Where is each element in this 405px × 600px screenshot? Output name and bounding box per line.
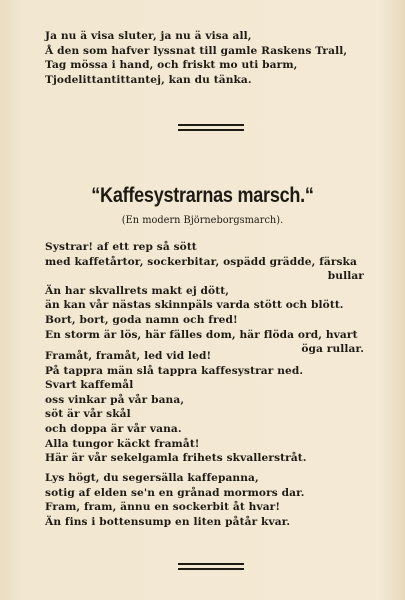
verse-line: En storm är lös, här fälles dom, här flöda ord, hvart [45, 328, 358, 341]
song-subtitle: (En modern Björneborgsmarch). [121, 215, 284, 226]
verse-line: Än fins i bottensump en liten påtår kvar. [45, 515, 291, 528]
verse-line: sotig af elden se'n en grånad mormors dar. [45, 486, 305, 499]
verse-line: Tag mössa i hand, och friskt mo uti barm, [45, 59, 298, 72]
verse-line-continuation: öga rullar. [301, 343, 364, 356]
verse-line: Systrar! af ett rep så sött [45, 241, 197, 253]
verse-line: oss vinkar på vår bana, [45, 393, 185, 406]
stanza-2 [45, 349, 390, 466]
verse-line: Ja nu ä visa sluter, ja nu ä visa all, [45, 30, 252, 42]
verse-line: söt är vår skål [45, 408, 131, 421]
verse-line: Alla tungor käckt framåt! [45, 437, 200, 450]
double-rule-divider [178, 124, 244, 131]
verse-line: med kaffetårtor, sockerbitar, ospädd grädde, färska [45, 255, 357, 268]
verse-line: Å den som hafver lyssnat till gamle Raskens Trall, [45, 44, 348, 57]
verse-line: och doppa är vår vana. [45, 422, 182, 435]
song-title: “Kaffesystrarnas marsch.“ [91, 184, 314, 207]
verse-line-continuation: bullar [327, 270, 364, 283]
stanza-1 [45, 240, 390, 357]
double-rule-divider [178, 563, 244, 570]
top-verse [45, 29, 390, 87]
verse-line: Fram, fram, ännu en sockerbit åt hvar! [45, 501, 281, 514]
verse-line: Bort, bort, goda namn och fred! [45, 313, 238, 326]
verse-line: Än har skvallrets makt ej dött, [45, 284, 229, 297]
verse-line: Tjodelittantittantej, kan du tänka. [45, 73, 252, 86]
verse-line: På tappra män slå tappra kaffesystrar ned. [45, 364, 304, 377]
verse-line: Lys högt, du segersälla kaffepanna, [45, 472, 259, 484]
verse-line: Framåt, framåt, led vid led! [45, 350, 212, 362]
verse-line: Här är vår sekelgamla frihets skvallerstråt. [45, 452, 307, 465]
stanza-3 [45, 471, 390, 529]
verse-line: Svart kaffemål [45, 379, 134, 392]
verse-line: än kan vår nästas skinnpäls varda stött och blött. [45, 299, 344, 312]
